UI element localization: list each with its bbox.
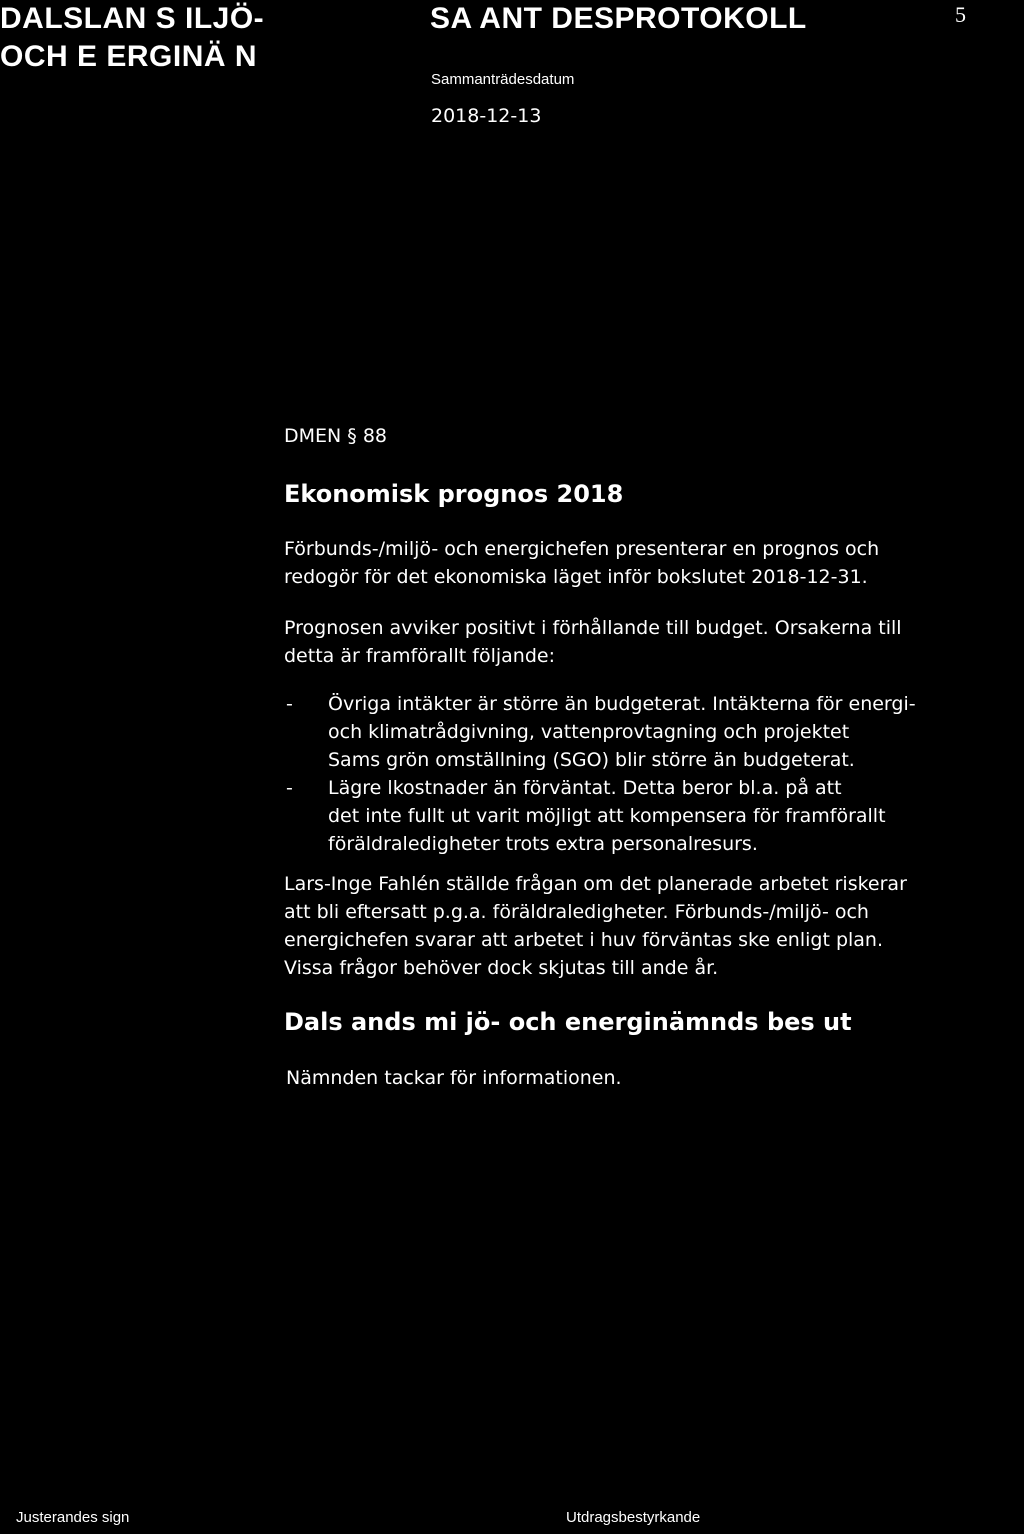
footer-certification-label: Utdragsbestyrkande	[566, 1509, 701, 1526]
deviation-line: Prognosen avviker positivt i förhållande till budget. Orsakerna till	[284, 617, 902, 639]
bullet-dash: -	[286, 777, 293, 799]
protocol-title: SA ANT DESPROTOKOLL	[430, 2, 807, 35]
list-item-line: Övriga intäkter är större än budgeterat. Intäkterna för energi-	[328, 693, 916, 715]
footer-signature-label: Justerandes sign	[16, 1509, 130, 1526]
question-line: energichefen svarar att arbetet i huv förväntas ske enligt plan.	[284, 929, 884, 951]
intro-line: redogör för det ekonomiska läget inför bokslutet 2018-12-31.	[284, 566, 868, 588]
page-number: 5	[955, 2, 966, 27]
bullet-dash: -	[286, 693, 293, 715]
question-line: Lars-Inge Fahlén ställde frågan om det planerade arbetet riskerar	[284, 873, 907, 895]
decision-text: Nämnden tackar för informationen.	[286, 1067, 622, 1089]
list-item	[286, 690, 916, 774]
reasons-list	[286, 690, 916, 858]
intro-paragraph	[284, 535, 879, 591]
section-reference: DMEN § 88	[284, 425, 387, 447]
list-item-line: föräldraledigheter trots extra personalresurs.	[328, 833, 758, 855]
list-item-line: Lägre lkostnader än förväntat. Detta beror bl.a. på att	[328, 777, 842, 799]
list-item-line: och klimatrådgivning, vattenprovtagning och projektet	[328, 721, 850, 743]
decision-heading: Dals ands mi jö- och energinämnds bes ut	[284, 1008, 852, 1036]
list-item-line: Sams grön omställning (SGO) blir större än budgeterat.	[328, 749, 855, 771]
list-item	[286, 774, 916, 858]
question-line: att bli eftersatt p.g.a. föräldraledigheter. Förbunds-/miljö- och	[284, 901, 869, 923]
deviation-paragraph	[284, 614, 902, 670]
deviation-line: detta är framförallt följande:	[284, 645, 556, 667]
section-title: Ekonomisk prognos 2018	[284, 480, 624, 508]
question-line: Vissa frågor behöver dock skjutas till ande år.	[284, 957, 719, 979]
question-paragraph	[284, 870, 907, 982]
intro-line: Förbunds-/miljö- och energichefen presenterar en prognos och	[284, 538, 880, 560]
org-name-line2: OCH E ERGINÄ N	[0, 40, 258, 73]
meeting-date-value: 2018-12-13	[431, 105, 542, 127]
meeting-date-label: Sammanträdesdatum	[431, 71, 575, 88]
org-name-line1: DALSLAN S ILJÖ-	[0, 2, 265, 35]
list-item-line: det inte fullt ut varit möjligt att kompensera för framförallt	[328, 805, 886, 827]
